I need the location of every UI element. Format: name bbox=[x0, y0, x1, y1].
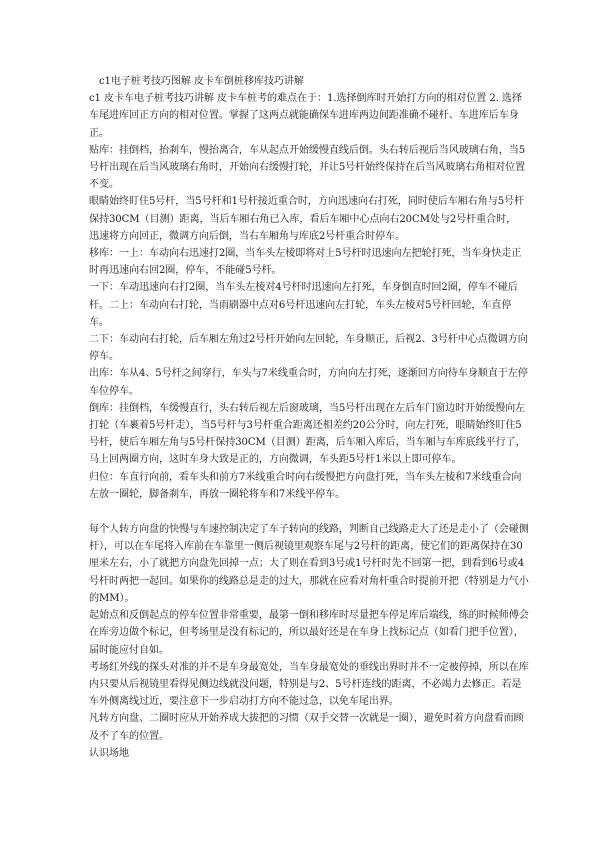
paragraph-yiku-down2: 二下：车动向右打轮，后车厢左角过2号杆开始向左回轮，车身顺正，后视2、3号杆中心点微调方向停车。 bbox=[89, 334, 528, 363]
paragraph-start-position: 起始点和反倒起点的停车位置非常重要，最第一倒和移库时尽量把车停足库后端线，练的时候师傅会在库旁边做个标记，但考场里是没有标记的，所以最好还是在车身上找标记点（如看门把手位置），届时能应付自如。 bbox=[89, 610, 529, 656]
section-techniques bbox=[89, 90, 529, 503]
paragraph-straighten: 迅速将方向回正，微调方向后倒，当右车厢角与库底2号杆重合时停车。 bbox=[89, 230, 406, 242]
paragraph-tieku: 贴库：挂倒档，抬刹车，慢抬离合，车从起点开始缓慢直线后倒。头右转后视后当风玻璃右角，当5号杆出现在后当风玻璃右角时，开始向右缓慢打轮，并让5号杆始终保持在后当风玻璃右角相对位置不变。 bbox=[89, 144, 526, 191]
paragraph-intro: c1 皮卡车电子桩考技巧讲解 皮卡车桩考的难点在于：1.选择倒库时开始打方向的相对位置 2. 选择车尾进库回正方向的相对位置。掌握了这两点就能确保车进库两边间距准确不碰杆、车进库后车身正。 bbox=[89, 93, 522, 139]
paragraph-yiku-up1: 移库：一上：车动向右迅速打2圈，当车头左棱即将对上5号杆时迅速向左把轮打死，当车身快走正时再迅速向右回2圈，停车，不能碰5号杆。 bbox=[89, 248, 522, 277]
paragraph-steering-habit: 凡转方向盘、二圈时应从开始养成大拔把的习惯（双手交替一次就是一圈），避免时着方向盘看而顾及不了车的位置。 bbox=[89, 713, 524, 742]
paragraph-steering-speed: 每个人转方向盘的快慢与车速控制决定了车子转向的线路，判断自己线路走大了还是走小了（会碰侧杆），可以在车尾将入库前在车靠里一侧后视镜里观察车尾与2号杆的距离，使它们的距离保持在30厘米左右，小了就把方向盘先回掉一点；大了则在看到3号或1号杆时先不回第一把，到看到6号或4号杆时两把一起回。如果你的线路总是走的过大，那就在应看对角杆重合时提前开把（特别是力气小的MM）。 bbox=[89, 524, 529, 604]
paragraph-daoku: 倒库：挂倒档，车缓慢直行，头右转后视左后窗玻璃，当5号杆出现在左后车门窗边时开始缓慢向左打轮（车裹着5号杆走），当5号杆与3号杆重合距离还相差约20公分时，向左打死，眼睛始终盯住5号杆，使后车厢左角与5号杆保持30CM（目测）距离，后车厢入库后，当车厢与车库底线平行了，马上回两圈方向，这时车身大致是正的，方向微调，车头距5号杆1米以上即可停车。 bbox=[89, 402, 526, 466]
section-heading-site: 认识场地 bbox=[89, 747, 129, 759]
section-spacer bbox=[89, 503, 529, 520]
section-tips bbox=[89, 521, 529, 745]
document-body bbox=[89, 73, 529, 762]
paragraph-chuku: 出库：车从4、5号杆之间穿行，车头与7米线重合时，方向向左打死，逐渐回方向待车身顺直于左停车位停车。 bbox=[89, 368, 528, 397]
paragraph-guiwei: 归位：车直行向前，看车头和前方7米线重合时向右缓慢把方向盘打死，当车头左棱和7米线重合向左放一圈轮，脚备刹车，再放一圈轮将车和7米线平停车。 bbox=[89, 471, 522, 500]
paragraph-watch-pole: 眼睛始终盯住5号杆，当5号杆和1号杆接近重合时，方向迅速向右打死，同时使后车厢右角与5号杆保持30CM（目测）距离，当后车厢右角已入库，看后车厢中心点向右20CM处与2号杆重合时， bbox=[89, 196, 525, 225]
paragraph-infrared: 考场红外线的探头对准的并不是车身最宽处，当车身最宽处的垂线出界时并不一定被停掉，所以在库内只要从后视镜里看得见侧边线就没问题，特别是与2、5号杆连线的距离，不必竭力去修正。若是车外侧离线过近，要注意下一步启动打方向不能过急，以免车尾出界。 bbox=[89, 661, 529, 708]
paragraph-yiku-down1-up2: 一下：车动迅速向右打2圈，当车头左棱对4号杆时迅速向左打死，车身倒直时回2圈，停车不碰后杆。二上：车动向右打轮，当雨刷器中点对6号杆迅速向左打轮，车头左棱对5号杆回轮，车直停车。 bbox=[89, 282, 518, 328]
document-title: c1电子桩考技巧图解 皮卡车倒桩移库技巧讲解 bbox=[99, 76, 304, 87]
